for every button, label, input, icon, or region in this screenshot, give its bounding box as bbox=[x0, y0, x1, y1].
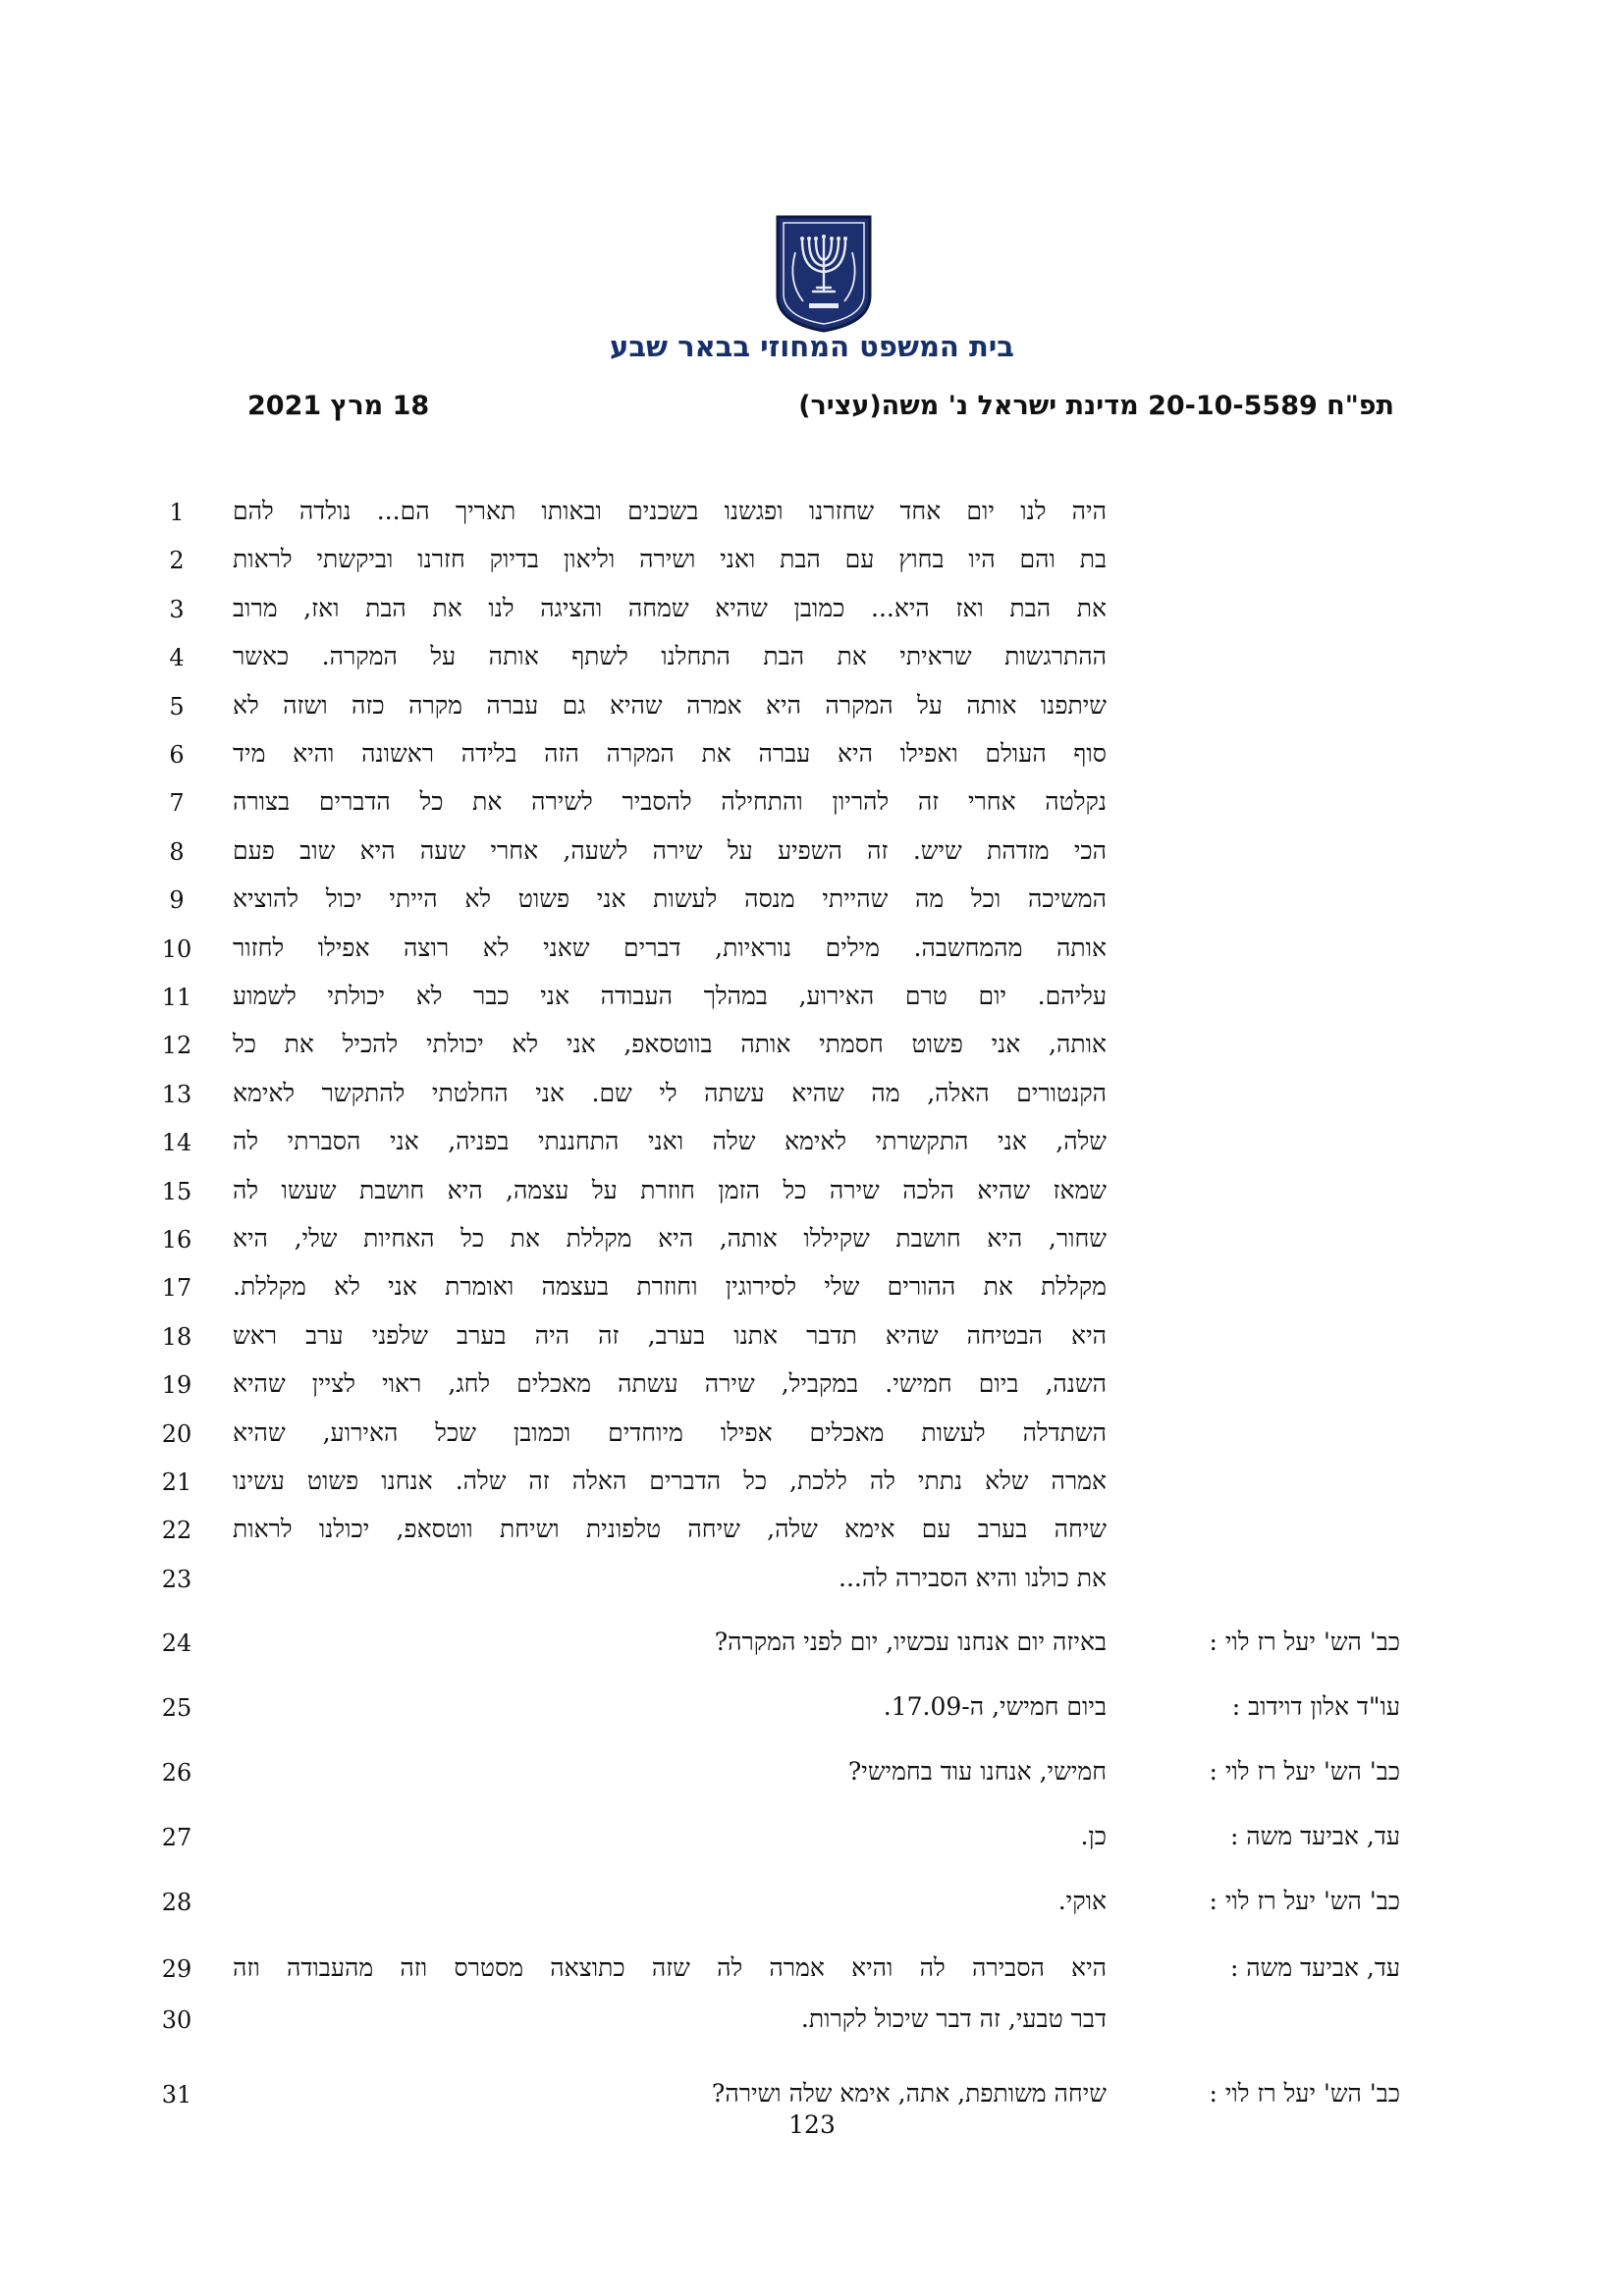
transcript-line bbox=[0, 1465, 1624, 1504]
line-number: 20 bbox=[161, 1419, 192, 1448]
line-number: 3 bbox=[169, 595, 185, 623]
line-number: 31 bbox=[161, 2081, 192, 2109]
case-date: 18 מרץ 2021 bbox=[247, 391, 430, 421]
line-text: בת והם היו בחוץ עם הבת ואני ושירה וליאון בדיוק חזרנו וביקשתי לראות bbox=[233, 545, 1107, 574]
transcript-line bbox=[0, 834, 1624, 874]
transcript-line bbox=[0, 1222, 1624, 1261]
dialogue-text: חמישי, אנחנו עוד בחמישי? bbox=[847, 1757, 1107, 1786]
transcript-line bbox=[0, 882, 1624, 922]
line-number: 26 bbox=[161, 1759, 192, 1787]
speaker-label: כב' הש' יעל רז לוי : bbox=[1209, 1887, 1400, 1915]
line-text: היא הבטיחה שהיא תדבר אתנו בערב, זה היה בערב שלפני ערב ראש bbox=[233, 1320, 1107, 1350]
transcript-line bbox=[0, 1513, 1624, 1552]
line-text: נקלטה אחרי זה להריון והתחילה להסביר לשירה את כל הדברים בצורה bbox=[233, 787, 1107, 817]
line-text: הכי מזדהת שיש. זה השפיע על שירה לשעה, אחרי שעה היא שוב פעם bbox=[233, 835, 1107, 865]
dialogue-line bbox=[0, 1885, 1624, 1924]
speaker-label: עד, אביעד משה : bbox=[1229, 1822, 1400, 1850]
speaker-label: כב' הש' יעל רז לוי : bbox=[1209, 2079, 1400, 2108]
line-text: שיחה בערב עם אימא שלה, שיחה טלפונית ושיחת ווטסאפ, יכולנו לראות bbox=[233, 1515, 1107, 1544]
transcript-line bbox=[0, 1028, 1624, 1067]
speaker-label: עו"ד אלון דוידוב : bbox=[1231, 1692, 1400, 1721]
line-text: את הבת ואז היא... כמובן שהיא שמחה והציגה לנו את הבת ואז, מרוב bbox=[233, 593, 1107, 622]
line-number: 6 bbox=[169, 741, 185, 769]
line-number: 2 bbox=[169, 547, 185, 575]
dialogue-line bbox=[0, 1820, 1624, 1859]
transcript-line bbox=[0, 932, 1624, 971]
transcript-line bbox=[0, 640, 1624, 679]
speaker-label: כב' הש' יעל רז לוי : bbox=[1209, 1757, 1400, 1786]
line-number: 22 bbox=[161, 1517, 192, 1545]
line-text: שמאז שהיא הלכה שירה כל הזמן חוזרת על עצמה, היא חושבת שעשו לה bbox=[233, 1175, 1107, 1204]
transcript-line bbox=[0, 495, 1624, 534]
dialogue-text: אוקי. bbox=[1057, 1887, 1107, 1915]
transcript-line bbox=[0, 592, 1624, 631]
transcript-line bbox=[0, 1562, 1624, 1601]
line-text: ההתרגשות שראיתי את הבת התחלנו לשתף אותה על המקרה. כאשר bbox=[233, 642, 1108, 671]
transcript-line bbox=[0, 980, 1624, 1019]
line-number: 12 bbox=[161, 1032, 192, 1060]
line-text: שחור, היא חושבת שקיללו אותה, היא מקללת את כל האחיות שלי, היא bbox=[233, 1224, 1107, 1253]
line-number: 23 bbox=[161, 1565, 192, 1593]
line-text: המשיכה וכל מה שהייתי מנסה לעשות אני פשוט לא הייתי יכול להוציא bbox=[233, 884, 1107, 914]
line-number: 30 bbox=[161, 2006, 192, 2034]
dialogue-text: ביום חמישי, ה-17.09. bbox=[883, 1692, 1107, 1721]
line-number: 25 bbox=[161, 1694, 192, 1722]
line-number: 24 bbox=[161, 1629, 192, 1657]
state-emblem-icon bbox=[774, 213, 874, 333]
dialogue-text: דבר טבעי, זה דבר שיכול לקרות. bbox=[800, 2004, 1107, 2033]
line-number: 8 bbox=[169, 837, 185, 866]
line-text: אותה, אני פשוט חסמתי אותה בווטסאפ, אני לא יכולתי להכיל את כל bbox=[233, 1030, 1107, 1059]
line-number: 19 bbox=[161, 1371, 192, 1400]
line-number: 27 bbox=[161, 1824, 192, 1851]
transcript-line bbox=[0, 689, 1624, 728]
dialogue-line bbox=[0, 1755, 1624, 1794]
transcript-line bbox=[0, 1125, 1624, 1164]
line-text: אותה מהמחשבה. מילים נוראיות, דברים שאני לא רוצה אפילו לחזור bbox=[233, 933, 1107, 962]
line-text: סוף העולם ואפילו היא עברה את המקרה הזה בלידה ראשונה והיא מיד bbox=[233, 739, 1107, 768]
line-text: שיתפנו אותה על המקרה היא אמרה שהיא גם עברה מקרה כזה ושזה לא bbox=[233, 690, 1107, 720]
dialogue-text: שיחה משותפת, אתה, אימא שלה ושירה? bbox=[711, 2079, 1107, 2108]
line-number: 1 bbox=[169, 499, 185, 526]
line-number: 29 bbox=[161, 1955, 192, 1983]
line-text: הקנטורים האלה, מה שהיא עשתה לי שם. אני החלטתי להתקשר לאימא bbox=[233, 1078, 1107, 1107]
line-number: 16 bbox=[161, 1226, 192, 1254]
dialogue-text: באיזה יום אנחנו עכשיו, יום לפני המקרה? bbox=[714, 1628, 1107, 1656]
line-text: עליהם. יום טרם האירוע, במהלך העבודה אני כבר לא יכולתי לשמוע bbox=[233, 982, 1107, 1010]
line-number: 9 bbox=[169, 886, 185, 915]
line-number: 28 bbox=[161, 1889, 192, 1916]
line-text: השנה, ביום חמישי. במקביל, שירה עשתה מאכלים לחג, ראוי לציין שהיא bbox=[233, 1369, 1107, 1399]
dialogue-text: היא הסבירה לה והיא אמרה לה שזה כתוצאה מסטרס וזה מהעבודה וזה bbox=[233, 1953, 1107, 1982]
line-number: 4 bbox=[169, 644, 185, 672]
dialogue-line bbox=[0, 1690, 1624, 1730]
line-text: מקללת את ההורים שלי לסירוגין וחוזרת בעצמה ואומרת אני לא מקללת. bbox=[233, 1272, 1107, 1302]
line-number: 5 bbox=[169, 692, 185, 721]
dialogue-text: כן. bbox=[1080, 1822, 1107, 1850]
transcript-line bbox=[0, 1367, 1624, 1407]
line-text: היה לנו יום אחד שחזרנו ופגשנו בשכנים ובאותו תאריך הם... נולדה להם bbox=[233, 497, 1107, 525]
transcript-line bbox=[0, 1077, 1624, 1116]
transcript-line bbox=[0, 737, 1624, 776]
case-title: תפ"ח 20-10-5589 מדינת ישראל נ' משה(עציר) bbox=[798, 391, 1394, 421]
line-number: 18 bbox=[161, 1322, 192, 1351]
transcript-line bbox=[0, 1416, 1624, 1456]
speaker-label: כב' הש' יעל רז לוי : bbox=[1209, 1628, 1400, 1656]
line-number: 11 bbox=[161, 984, 192, 1011]
line-text: אמרה שלא נתתי לה ללכת, כל הדברים האלה זה שלה. אנחנו פשוט עשינו bbox=[233, 1467, 1107, 1495]
line-number: 17 bbox=[161, 1274, 192, 1303]
line-number: 14 bbox=[161, 1129, 192, 1157]
line-number: 15 bbox=[161, 1177, 192, 1205]
line-number: 7 bbox=[169, 789, 185, 818]
court-name: בית המשפט המחוזי בבאר שבע bbox=[610, 330, 1014, 363]
transcript-line bbox=[0, 785, 1624, 825]
page-number: 123 bbox=[788, 2110, 836, 2139]
transcript-line bbox=[0, 1270, 1624, 1309]
transcript-line bbox=[0, 543, 1624, 582]
line-text: השתדלה לעשות מאכלים אפילו מיוחדים וכמובן שכל האירוע, שהיא bbox=[233, 1417, 1107, 1447]
speaker-label: עד, אביעד משה : bbox=[1229, 1953, 1400, 1982]
line-text: את כולנו והיא הסבירה לה... bbox=[839, 1563, 1107, 1592]
line-number: 10 bbox=[161, 934, 192, 963]
dialogue-line bbox=[0, 1626, 1624, 1665]
transcript-line bbox=[0, 1174, 1624, 1213]
dialogue-line bbox=[0, 2002, 1624, 2042]
transcript-line bbox=[0, 1319, 1624, 1359]
line-text: שלה, אני התקשרתי לאימא שלה ואני התחננתי בפניה, אני הסברתי לה bbox=[233, 1127, 1107, 1156]
dialogue-line bbox=[0, 1951, 1624, 1991]
line-number: 21 bbox=[161, 1468, 192, 1496]
line-number: 13 bbox=[161, 1080, 192, 1108]
